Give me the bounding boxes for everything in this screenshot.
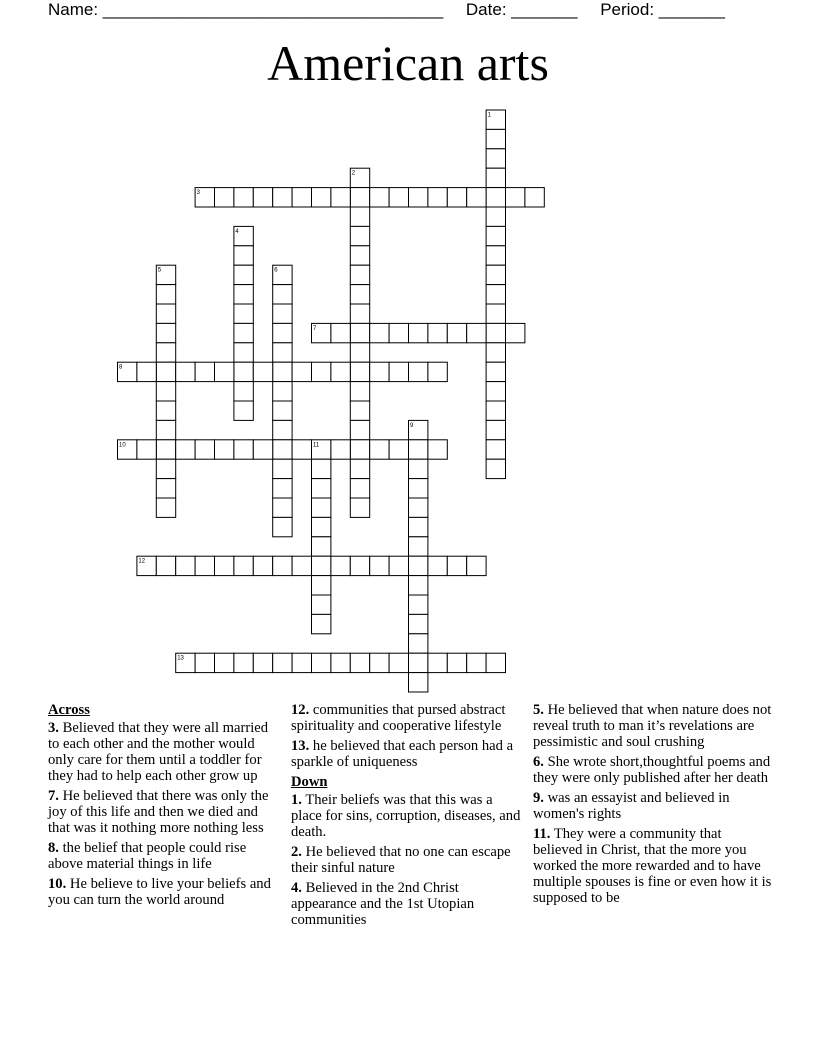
grid-cell[interactable]: [312, 459, 331, 478]
grid-cell[interactable]: [350, 556, 369, 575]
clue-text: Their beliefs was that this was a place for sins, corruption, diseases, and death.: [291, 792, 521, 840]
date-field: Date: _______: [465, 0, 578, 19]
grid-cell[interactable]: [409, 595, 428, 614]
grid-cell[interactable]: [234, 323, 253, 342]
grid-cell[interactable]: [486, 653, 505, 672]
grid-cell[interactable]: [447, 188, 466, 207]
grid-cell[interactable]: [409, 673, 428, 692]
clue-number: 6.: [533, 754, 544, 770]
grid-cell[interactable]: [409, 537, 428, 556]
grid-cell[interactable]: [486, 129, 505, 148]
grid-cell[interactable]: [273, 479, 292, 498]
grid-cell[interactable]: [312, 362, 331, 381]
clue-item: [533, 826, 773, 906]
grid-cell[interactable]: [273, 304, 292, 323]
grid-cell[interactable]: [253, 653, 272, 672]
grid-cell[interactable]: [156, 556, 175, 575]
grid-cell[interactable]: [234, 382, 253, 401]
grid-cell[interactable]: [312, 188, 331, 207]
grid-cell[interactable]: [215, 556, 234, 575]
grid-cell[interactable]: [486, 401, 505, 420]
grid-cell[interactable]: [350, 207, 369, 226]
grid-cell[interactable]: [234, 401, 253, 420]
clue-number: 2.: [291, 844, 302, 860]
grid-cell[interactable]: [409, 614, 428, 633]
grid-cell[interactable]: [331, 188, 350, 207]
grid-cell[interactable]: [409, 556, 428, 575]
grid-cell[interactable]: [253, 188, 272, 207]
clue-number-label: 10: [119, 442, 126, 449]
clue-number-label: 9: [410, 422, 414, 429]
grid-cell[interactable]: [156, 420, 175, 439]
grid-cell[interactable]: [350, 382, 369, 401]
clue-number: 4.: [291, 880, 302, 896]
clue-number-label: 8: [119, 364, 123, 371]
grid-cell[interactable]: [176, 556, 195, 575]
grid-cell[interactable]: [486, 420, 505, 439]
clues-column-2: [291, 702, 526, 932]
clue-number: 7.: [48, 788, 59, 804]
grid-cell[interactable]: [156, 343, 175, 362]
grid-cell[interactable]: [253, 440, 272, 459]
clue-number: 8.: [48, 840, 59, 856]
grid-cell[interactable]: [506, 188, 525, 207]
grid-cell[interactable]: [331, 556, 350, 575]
clue-number-label: 2: [351, 170, 356, 177]
grid-cell[interactable]: [467, 188, 486, 207]
clue-number: 1.: [291, 792, 302, 808]
grid-cell[interactable]: [370, 362, 389, 381]
grid-cell[interactable]: [350, 246, 369, 265]
grid-cell[interactable]: [234, 440, 253, 459]
grid-cell[interactable]: [234, 653, 253, 672]
clue-number-label: 5: [157, 267, 162, 274]
grid-cell[interactable]: [273, 382, 292, 401]
grid-cell[interactable]: [409, 576, 428, 595]
grid-cell[interactable]: [467, 323, 486, 342]
grid-cell[interactable]: [312, 614, 331, 633]
grid-cell[interactable]: [195, 440, 214, 459]
grid-cell[interactable]: [156, 285, 175, 304]
grid-cell[interactable]: [331, 440, 350, 459]
clue-number: 3.: [48, 720, 59, 736]
clue-number-label: 1: [487, 112, 491, 119]
grid-cell[interactable]: [350, 323, 369, 342]
grid-cell[interactable]: [486, 343, 505, 362]
grid-cell[interactable]: [506, 323, 525, 342]
down-heading: Down: [291, 774, 328, 790]
grid-cell[interactable]: [312, 498, 331, 517]
grid-cell[interactable]: [176, 440, 195, 459]
clue-text: the belief that people could rise above material things in life: [48, 840, 247, 872]
clues-column-1: [48, 702, 283, 912]
grid-cell[interactable]: [486, 440, 505, 459]
grid-cell[interactable]: [273, 556, 292, 575]
grid-cell[interactable]: [389, 653, 408, 672]
grid-cell[interactable]: [486, 246, 505, 265]
grid-cell[interactable]: [350, 653, 369, 672]
grid-cell[interactable]: [273, 498, 292, 517]
clue-number-label: 7: [313, 325, 317, 332]
grid-cell[interactable]: [156, 304, 175, 323]
grid-cell[interactable]: [176, 362, 195, 381]
grid-cell[interactable]: [273, 362, 292, 381]
grid-cell[interactable]: [428, 323, 447, 342]
grid-cell[interactable]: [409, 653, 428, 672]
grid-cell[interactable]: [350, 226, 369, 245]
grid-cell[interactable]: [292, 440, 311, 459]
grid-cell[interactable]: [215, 188, 234, 207]
grid-cell[interactable]: [486, 459, 505, 478]
grid-cell[interactable]: [370, 556, 389, 575]
grid-cell[interactable]: [525, 188, 544, 207]
grid-cell[interactable]: [292, 362, 311, 381]
grid-cell[interactable]: [486, 285, 505, 304]
grid-cell[interactable]: [350, 265, 369, 284]
grid-cell[interactable]: [195, 556, 214, 575]
clue-number: 11.: [533, 826, 551, 842]
grid-cell[interactable]: [273, 420, 292, 439]
clue-item: [48, 876, 283, 908]
grid-cell[interactable]: [253, 556, 272, 575]
clue-text: Believed that they were all married to each other and the mother would only care for them until a toddler for they had to help each other grow up: [48, 720, 269, 784]
across-heading: Across: [48, 702, 90, 718]
clue-item: [533, 702, 773, 750]
grid-cell[interactable]: [409, 459, 428, 478]
grid-cell[interactable]: [312, 517, 331, 536]
clue-text: He believed that there was only the joy of this life and then we died and that was it nothing more nothing less: [48, 788, 269, 836]
grid-cell[interactable]: [350, 362, 369, 381]
clue-text: She wrote short,thoughtful poems and they were only published after her death: [533, 754, 771, 786]
grid-cell[interactable]: [370, 440, 389, 459]
name-field: Name: ____________________________________: [48, 0, 444, 19]
grid-cell[interactable]: [156, 459, 175, 478]
clue-text: He believed that no one can escape their sinful nature: [291, 844, 511, 876]
grid-cell[interactable]: [234, 556, 253, 575]
grid-cell[interactable]: [350, 343, 369, 362]
grid-cell[interactable]: [331, 323, 350, 342]
grid-cell[interactable]: [389, 556, 408, 575]
clue-item: [291, 702, 526, 734]
grid-cell[interactable]: [156, 401, 175, 420]
grid-cell[interactable]: [486, 207, 505, 226]
grid-cell[interactable]: [409, 362, 428, 381]
grid-cell[interactable]: [370, 323, 389, 342]
clue-text: communities that pursed abstract spirituality and cooperative lifestyle: [291, 702, 506, 734]
grid-cell[interactable]: [370, 653, 389, 672]
clue-item: [533, 754, 773, 786]
clue-item: [291, 844, 526, 876]
grid-cell[interactable]: [273, 401, 292, 420]
grid-cell[interactable]: [253, 362, 272, 381]
grid-cell[interactable]: [350, 420, 369, 439]
clues-column-3: [533, 702, 773, 910]
clue-number: 10.: [48, 876, 67, 892]
page-title: American arts: [267, 35, 549, 91]
grid-cell[interactable]: [273, 459, 292, 478]
grid-cell[interactable]: [486, 149, 505, 168]
clue-text: He believe to live your beliefs and you can turn the world around: [48, 876, 271, 908]
clue-number: 5.: [533, 702, 544, 718]
grid-cell[interactable]: [331, 362, 350, 381]
clue-number-label: 4: [235, 228, 239, 235]
grid-cell[interactable]: [486, 304, 505, 323]
grid-cell[interactable]: [447, 653, 466, 672]
grid-cell[interactable]: [350, 459, 369, 478]
grid-cell[interactable]: [234, 304, 253, 323]
grid-cell[interactable]: [486, 265, 505, 284]
grid-cell[interactable]: [389, 440, 408, 459]
grid-cell[interactable]: [409, 188, 428, 207]
clue-number: 9.: [533, 790, 544, 806]
grid-cell[interactable]: [273, 323, 292, 342]
grid-cell[interactable]: [350, 304, 369, 323]
grid-cell[interactable]: [389, 188, 408, 207]
clue-item: [48, 720, 283, 784]
grid-cell[interactable]: [409, 498, 428, 517]
grid-cell[interactable]: [467, 556, 486, 575]
grid-cell[interactable]: [234, 188, 253, 207]
grid-cell[interactable]: [156, 323, 175, 342]
grid-cell[interactable]: [409, 440, 428, 459]
grid-cell[interactable]: [350, 188, 369, 207]
grid-cell[interactable]: [312, 653, 331, 672]
grid-cell[interactable]: [234, 265, 253, 284]
grid-cell[interactable]: [428, 556, 447, 575]
clue-number-label: 6: [274, 267, 278, 274]
grid-cell[interactable]: [428, 188, 447, 207]
grid-cell[interactable]: [331, 653, 350, 672]
grid-cell[interactable]: [215, 653, 234, 672]
grid-cell[interactable]: [234, 246, 253, 265]
grid-cell[interactable]: [447, 323, 466, 342]
clue-item: [533, 790, 773, 822]
grid-cell[interactable]: [350, 401, 369, 420]
clue-number-label: 13: [177, 655, 184, 662]
grid-cell[interactable]: [215, 440, 234, 459]
grid-cell[interactable]: [312, 595, 331, 614]
grid-cell[interactable]: [292, 556, 311, 575]
grid-cell[interactable]: [486, 362, 505, 381]
grid-cell[interactable]: [486, 168, 505, 187]
grid-cell[interactable]: [234, 285, 253, 304]
grid-cell[interactable]: [486, 226, 505, 245]
grid-cell[interactable]: [273, 343, 292, 362]
grid-cell[interactable]: [447, 556, 466, 575]
grid-cell[interactable]: [389, 362, 408, 381]
clue-text: They were a community that believed in Christ, that the more you worked the more rewarded and to have multiple spouses is fine or even how it is supposed to be: [533, 826, 772, 906]
grid-cell[interactable]: [156, 362, 175, 381]
grid-cell[interactable]: [486, 188, 505, 207]
grid-cell[interactable]: [428, 440, 447, 459]
clue-item: [48, 840, 283, 872]
grid-cell[interactable]: [273, 440, 292, 459]
grid-cell[interactable]: [370, 188, 389, 207]
clue-item: [291, 792, 526, 840]
grid-cell[interactable]: [409, 517, 428, 536]
grid-cell[interactable]: [350, 440, 369, 459]
grid-cell[interactable]: [428, 362, 447, 381]
grid-cell[interactable]: [156, 479, 175, 498]
grid-cell[interactable]: [156, 382, 175, 401]
grid-cell[interactable]: [195, 653, 214, 672]
grid-cell[interactable]: [486, 382, 505, 401]
grid-cell[interactable]: [273, 188, 292, 207]
clue-number: 13.: [291, 738, 310, 754]
period-field: Period: _______: [600, 0, 725, 19]
grid-cell[interactable]: [409, 323, 428, 342]
grid-cell[interactable]: [312, 556, 331, 575]
grid-cell[interactable]: [273, 653, 292, 672]
grid-cell[interactable]: [195, 362, 214, 381]
grid-cell[interactable]: [234, 362, 253, 381]
clue-item: [291, 738, 526, 770]
grid-cell[interactable]: [312, 537, 331, 556]
clue-text: he believed that each person had a sparkle of uniqueness: [291, 738, 514, 770]
grid-cell[interactable]: [292, 188, 311, 207]
grid-cell[interactable]: [350, 498, 369, 517]
clue-number-label: 12: [138, 558, 146, 565]
clue-number: 12.: [291, 702, 310, 718]
grid-cell[interactable]: [156, 440, 175, 459]
clue-text: was an essayist and believed in women's rights: [533, 790, 730, 822]
grid-cell[interactable]: [350, 479, 369, 498]
grid-cell[interactable]: [215, 362, 234, 381]
clue-item: [291, 880, 526, 928]
grid-cell[interactable]: [292, 653, 311, 672]
clue-item: [48, 788, 283, 836]
grid-cell[interactable]: [486, 323, 505, 342]
clue-number-label: 11: [313, 442, 320, 449]
clue-text: He believed that when nature does not reveal truth to man it’s revelations are pessimistic and soul crushing: [533, 702, 772, 750]
grid-cell[interactable]: [312, 479, 331, 498]
grid-cell[interactable]: [409, 479, 428, 498]
grid-cell[interactable]: [273, 285, 292, 304]
clue-text: Believed in the 2nd Christ appearance and the 1st Utopian communities: [291, 880, 475, 928]
grid-cell[interactable]: [273, 517, 292, 536]
grid-cell[interactable]: [467, 653, 486, 672]
grid-cell[interactable]: [389, 323, 408, 342]
grid-cell[interactable]: [350, 285, 369, 304]
grid-cell[interactable]: [409, 634, 428, 653]
grid-cell[interactable]: [312, 576, 331, 595]
clue-number-label: 3: [196, 190, 200, 197]
grid-cell[interactable]: [156, 498, 175, 517]
grid-cell[interactable]: [137, 440, 156, 459]
grid-cell[interactable]: [428, 653, 447, 672]
grid-cell[interactable]: [137, 362, 156, 381]
grid-cell[interactable]: [234, 343, 253, 362]
